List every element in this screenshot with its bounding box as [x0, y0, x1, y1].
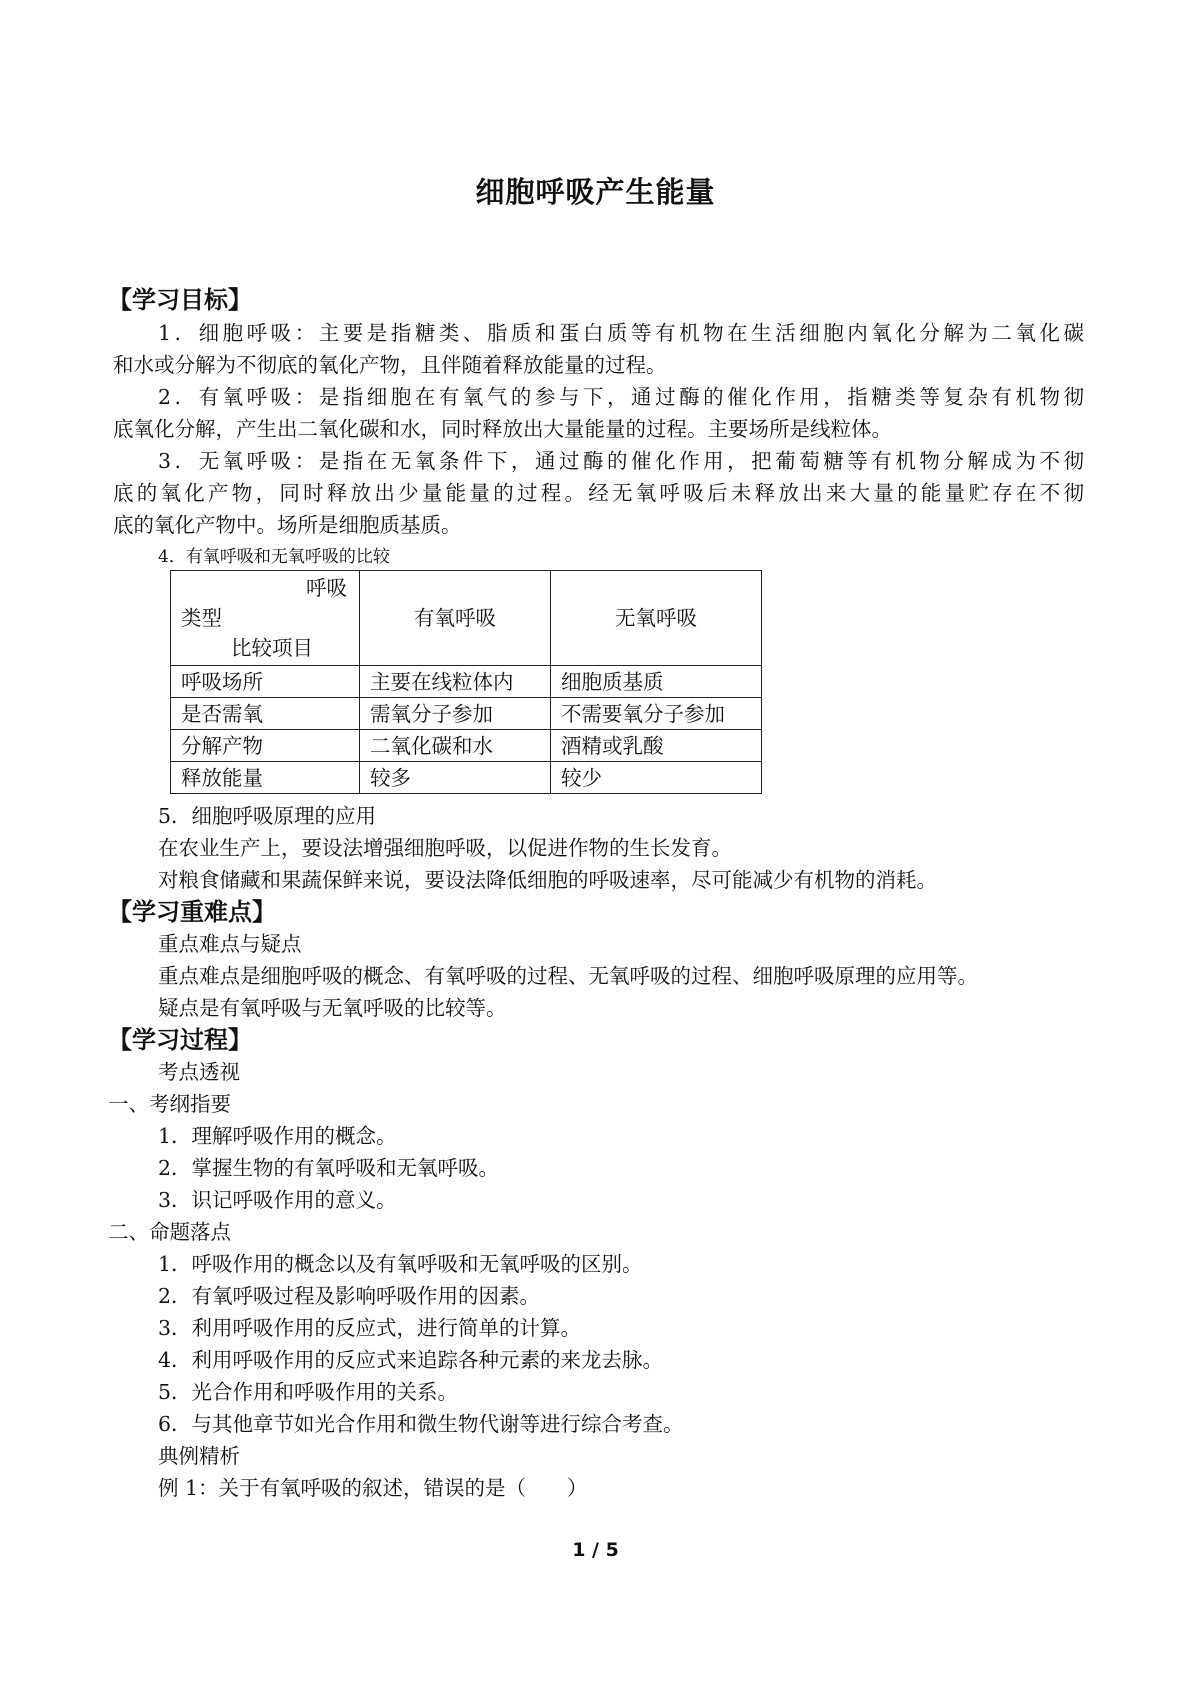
table-row	[171, 762, 762, 794]
objective-2-line-1: 2．有氧呼吸：是指细胞在有氧气的参与下，通过酶的催化作用，指糖类等复杂有机物彻	[158, 385, 1084, 409]
row-item: 释放能量	[171, 762, 360, 794]
objective-5-title: 5．细胞呼吸原理的应用	[158, 804, 377, 828]
row-item: 是否需氧	[171, 698, 360, 730]
header-label-type: 类型	[181, 606, 222, 630]
objective-2-line-2: 底氧化分解，产生出二氧化碳和水，同时释放出大量能量的过程。主要场所是线粒体。	[113, 417, 892, 441]
row-anaerobic: 较少	[551, 762, 762, 794]
row-anaerobic: 细胞质基质	[551, 666, 762, 698]
examples-title: 典例精析	[158, 1444, 240, 1468]
row-anaerobic: 酒精或乳酸	[551, 730, 762, 762]
row-aerobic: 二氧化碳和水	[360, 730, 551, 762]
header-anaerobic: 无氧呼吸	[551, 571, 762, 666]
section-heading-key-points: 【学习重难点】	[108, 898, 276, 926]
objective-1-line-2: 和水或分解为不彻底的氧化产物，且伴随着释放能量的过程。	[113, 353, 667, 377]
row-aerobic: 较多	[360, 762, 551, 794]
focus-item: 3．利用呼吸作用的反应式，进行简单的计算。	[158, 1316, 582, 1340]
table-header-diagonal-cell	[171, 571, 360, 666]
focus-item: 4．利用呼吸作用的反应式来追踪各种元素的来龙去脉。	[158, 1348, 664, 1372]
focus-item: 5．光合作用和呼吸作用的关系。	[158, 1380, 459, 1404]
header-aerobic: 有氧呼吸	[360, 571, 551, 666]
section-heading-process: 【学习过程】	[108, 1026, 252, 1054]
table-row	[171, 666, 762, 698]
objective-3-line-2: 底的氧化产物，同时释放出少量能量的过程。经无氧呼吸后未释放出来大量的能量贮存在不彻	[113, 481, 1084, 505]
focus-item: 2．有氧呼吸过程及影响呼吸作用的因素。	[158, 1284, 541, 1308]
table-row	[171, 730, 762, 762]
row-item: 分解产物	[171, 730, 360, 762]
key-points-line-1: 重点难点是细胞呼吸的概念、有氧呼吸的过程、无氧呼吸的过程、细胞呼吸原理的应用等。	[158, 964, 978, 988]
header-label-item: 比较项目	[231, 636, 313, 660]
objective-5-storage: 对粮食储藏和果蔬保鲜来说，要设法降低细胞的呼吸速率，尽可能减少有机物的消耗。	[158, 868, 937, 892]
example-1-question: 例 1：关于有氧呼吸的叙述，错误的是（ ）	[158, 1476, 588, 1500]
outline-item: 3．识记呼吸作用的意义。	[158, 1188, 397, 1212]
focus-item: 1．呼吸作用的概念以及有氧呼吸和无氧呼吸的区别。	[158, 1252, 643, 1276]
objective-3-line-1: 3．无氧呼吸：是指在无氧条件下，通过酶的催化作用，把葡萄糖等有机物分解成为不彻	[158, 449, 1084, 473]
row-item: 呼吸场所	[171, 666, 360, 698]
focus-title: 二、命题落点	[108, 1220, 231, 1244]
row-aerobic: 需氧分子参加	[360, 698, 551, 730]
section-heading-objectives: 【学习目标】	[108, 286, 252, 314]
outline-item: 1．理解呼吸作用的概念。	[158, 1124, 397, 1148]
page-title: 细胞呼吸产生能量	[475, 175, 716, 209]
header-label-respiration: 呼吸	[306, 576, 347, 600]
comparison-table	[170, 570, 762, 794]
row-anaerobic: 不需要氧分子参加	[551, 698, 762, 730]
table-row	[171, 698, 762, 730]
objective-5-agriculture: 在农业生产上，要设法增强细胞呼吸，以促进作物的生长发育。	[158, 836, 732, 860]
row-aerobic: 主要在线粒体内	[360, 666, 551, 698]
objective-1-line-1: 1．细胞呼吸：主要是指糖类、脂质和蛋白质等有机物在生活细胞内氧化分解为二氧化碳	[158, 321, 1084, 345]
outline-title: 一、考纲指要	[108, 1092, 231, 1116]
table-header-row	[171, 571, 762, 666]
page-number: 1 / 5	[572, 1539, 619, 1561]
objective-3-line-3: 底的氧化产物中。场所是细胞质基质。	[113, 513, 462, 537]
key-points-subtitle: 重点难点与疑点	[158, 932, 302, 956]
outline-item: 2．掌握生物的有氧呼吸和无氧呼吸。	[158, 1156, 500, 1180]
focus-item: 6．与其他章节如光合作用和微生物代谢等进行综合考查。	[158, 1412, 684, 1436]
objective-4-caption: 4．有氧呼吸和无氧呼吸的比较	[158, 547, 390, 567]
process-subtitle: 考点透视	[158, 1060, 240, 1084]
key-points-line-2: 疑点是有氧呼吸与无氧呼吸的比较等。	[158, 996, 507, 1020]
